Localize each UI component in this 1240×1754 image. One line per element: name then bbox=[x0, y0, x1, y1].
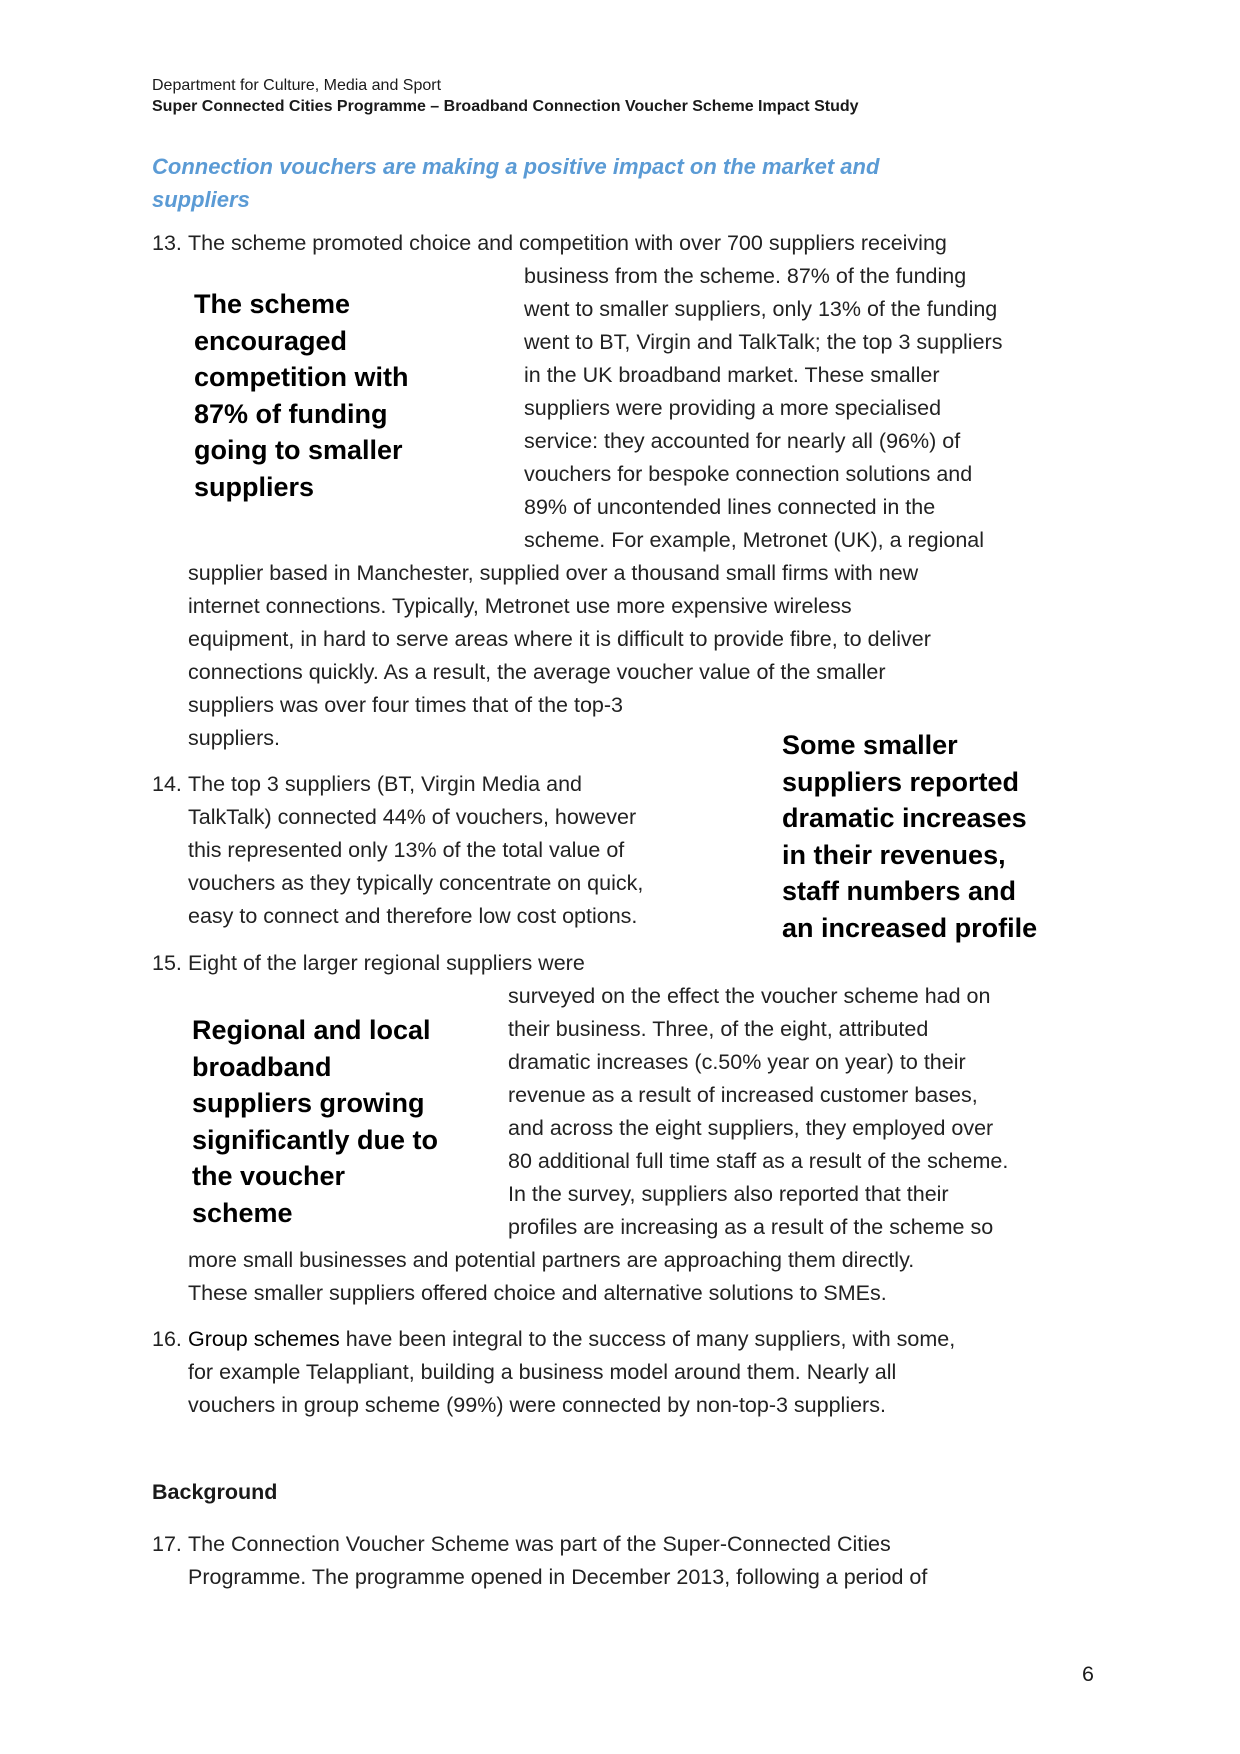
paragraph-line: The scheme promoted choice and competition with over 700 suppliers receiving bbox=[188, 231, 947, 255]
pull-quote-line: significantly due to bbox=[192, 1124, 439, 1155]
paragraph-line: more small businesses and potential partners are approaching them directly. bbox=[188, 1248, 915, 1272]
pull-quote-line: in their revenues, bbox=[782, 839, 1006, 870]
section-heading bbox=[152, 150, 1012, 216]
paragraph-number: 13. bbox=[152, 231, 182, 255]
pull-quote-line: an increased profile bbox=[782, 912, 1038, 943]
pull-quote-regional bbox=[192, 1012, 438, 1231]
paragraph-line: suppliers. bbox=[188, 726, 281, 750]
paragraph-line: easy to connect and therefore low cost options. bbox=[188, 904, 638, 928]
pull-quote-funding bbox=[194, 286, 408, 505]
paragraph-line: Programme. The programme opened in December 2013, following a period of bbox=[188, 1565, 928, 1589]
paragraph-line-rest: have been integral to the success of many suppliers, with some, bbox=[339, 1327, 956, 1351]
paragraph-line: this represented only 13% of the total value of bbox=[188, 838, 625, 862]
paragraph-line: vouchers in group scheme (99%) were connected by non-top-3 suppliers. bbox=[188, 1393, 886, 1417]
pull-quote-line: Regional and local bbox=[192, 1015, 431, 1045]
paragraph-line: 89% of uncontended lines connected in the bbox=[524, 495, 936, 519]
paragraph-number: 14. bbox=[152, 772, 182, 796]
paragraph-line: supplier based in Manchester, supplied over a thousand small firms with new bbox=[188, 561, 919, 585]
paragraph-line: connections quickly. As a result, the average voucher value of the smaller bbox=[188, 660, 886, 684]
pull-quote-line: staff numbers and bbox=[782, 876, 1017, 906]
paragraph-line: equipment, in hard to serve areas where it is difficult to provide fibre, to deliver bbox=[188, 627, 931, 651]
pull-quote-line: scheme bbox=[192, 1197, 293, 1228]
paragraph-line: business from the scheme. 87% of the funding bbox=[524, 264, 967, 288]
paragraph-number: 17. bbox=[152, 1532, 182, 1556]
paragraph-line: service: they accounted for nearly all (96%) of bbox=[524, 429, 961, 453]
paragraph-line: These smaller suppliers offered choice and alternative solutions to SMEs. bbox=[188, 1281, 887, 1305]
page-number: 6 bbox=[1082, 1662, 1094, 1686]
paragraph-line: internet connections. Typically, Metronet use more expensive wireless bbox=[188, 594, 852, 618]
paragraph-line: went to smaller suppliers, only 13% of the funding bbox=[524, 297, 998, 321]
paragraph-line: 80 additional full time staff as a result of the scheme. bbox=[508, 1149, 1009, 1173]
pull-quote-line: Some smaller bbox=[782, 730, 958, 760]
pull-quote-line: broadband bbox=[192, 1051, 332, 1082]
header-document-title: Super Connected Cities Programme – Broadband Connection Voucher Scheme Impact Study bbox=[152, 98, 859, 115]
paragraph-line: The Connection Voucher Scheme was part of the Super-Connected Cities bbox=[188, 1532, 891, 1556]
pull-quote-revenues bbox=[782, 727, 1037, 946]
paragraph-line: The top 3 suppliers (BT, Virgin Media and bbox=[188, 772, 582, 796]
pull-quote-line: suppliers bbox=[194, 471, 315, 502]
paragraph-line: their business. Three, of the eight, attributed bbox=[508, 1017, 929, 1041]
paragraph-line: in the UK broadband market. These smaller bbox=[524, 363, 940, 387]
paragraph-line: TalkTalk) connected 44% of vouchers, however bbox=[188, 805, 637, 829]
paragraph-line: went to BT, Virgin and TalkTalk; the top 3 suppliers bbox=[524, 330, 1003, 354]
paragraph-line: profiles are increasing as a result of the scheme so bbox=[508, 1215, 994, 1239]
paragraph-line: for example Telappliant, building a business model around them. Nearly all bbox=[188, 1360, 897, 1384]
pull-quote-line: competition with bbox=[194, 362, 409, 392]
pull-quote-line: dramatic increases bbox=[782, 803, 1027, 833]
paragraph-line: surveyed on the effect the voucher scheme had on bbox=[508, 984, 991, 1008]
pull-quote-line: the voucher bbox=[192, 1161, 346, 1191]
pull-quote-line: The scheme bbox=[194, 289, 351, 319]
paragraph-line: vouchers for bespoke connection solutions and bbox=[524, 462, 973, 486]
pull-quote-line: going to smaller bbox=[194, 435, 403, 465]
pull-quote-line: suppliers growing bbox=[192, 1088, 425, 1118]
paragraph-line: revenue as a result of increased customer bases, bbox=[508, 1083, 978, 1107]
pull-quote-line: suppliers reported bbox=[782, 766, 1020, 797]
paragraph-line: vouchers as they typically concentrate on quick, bbox=[188, 871, 644, 895]
section-heading-line-2: suppliers bbox=[152, 187, 250, 212]
paragraph-line: suppliers was over four times that of the top-3 bbox=[188, 693, 623, 717]
paragraph-line: dramatic increases (c.50% year on year) to their bbox=[508, 1050, 966, 1074]
group-schemes-term: Group schemes bbox=[188, 1327, 340, 1351]
paragraph-line: Eight of the larger regional suppliers were bbox=[188, 951, 585, 975]
background-heading: Background bbox=[152, 1480, 278, 1504]
paragraph-number: 16. bbox=[152, 1327, 182, 1351]
section-heading-line-1: Connection vouchers are making a positive impact on the market and bbox=[152, 154, 880, 179]
pull-quote-line: 87% of funding bbox=[194, 398, 388, 429]
paragraph-line bbox=[188, 1323, 955, 1356]
paragraph-number: 15. bbox=[152, 951, 182, 975]
paragraph-line: suppliers were providing a more specialised bbox=[524, 396, 942, 420]
paragraph-line: In the survey, suppliers also reported that their bbox=[508, 1182, 949, 1206]
paragraph-line: scheme. For example, Metronet (UK), a regional bbox=[524, 528, 985, 552]
pull-quote-line: encouraged bbox=[194, 325, 348, 356]
header-department: Department for Culture, Media and Sport bbox=[152, 77, 442, 94]
paragraph-line: and across the eight suppliers, they employed over bbox=[508, 1116, 994, 1140]
